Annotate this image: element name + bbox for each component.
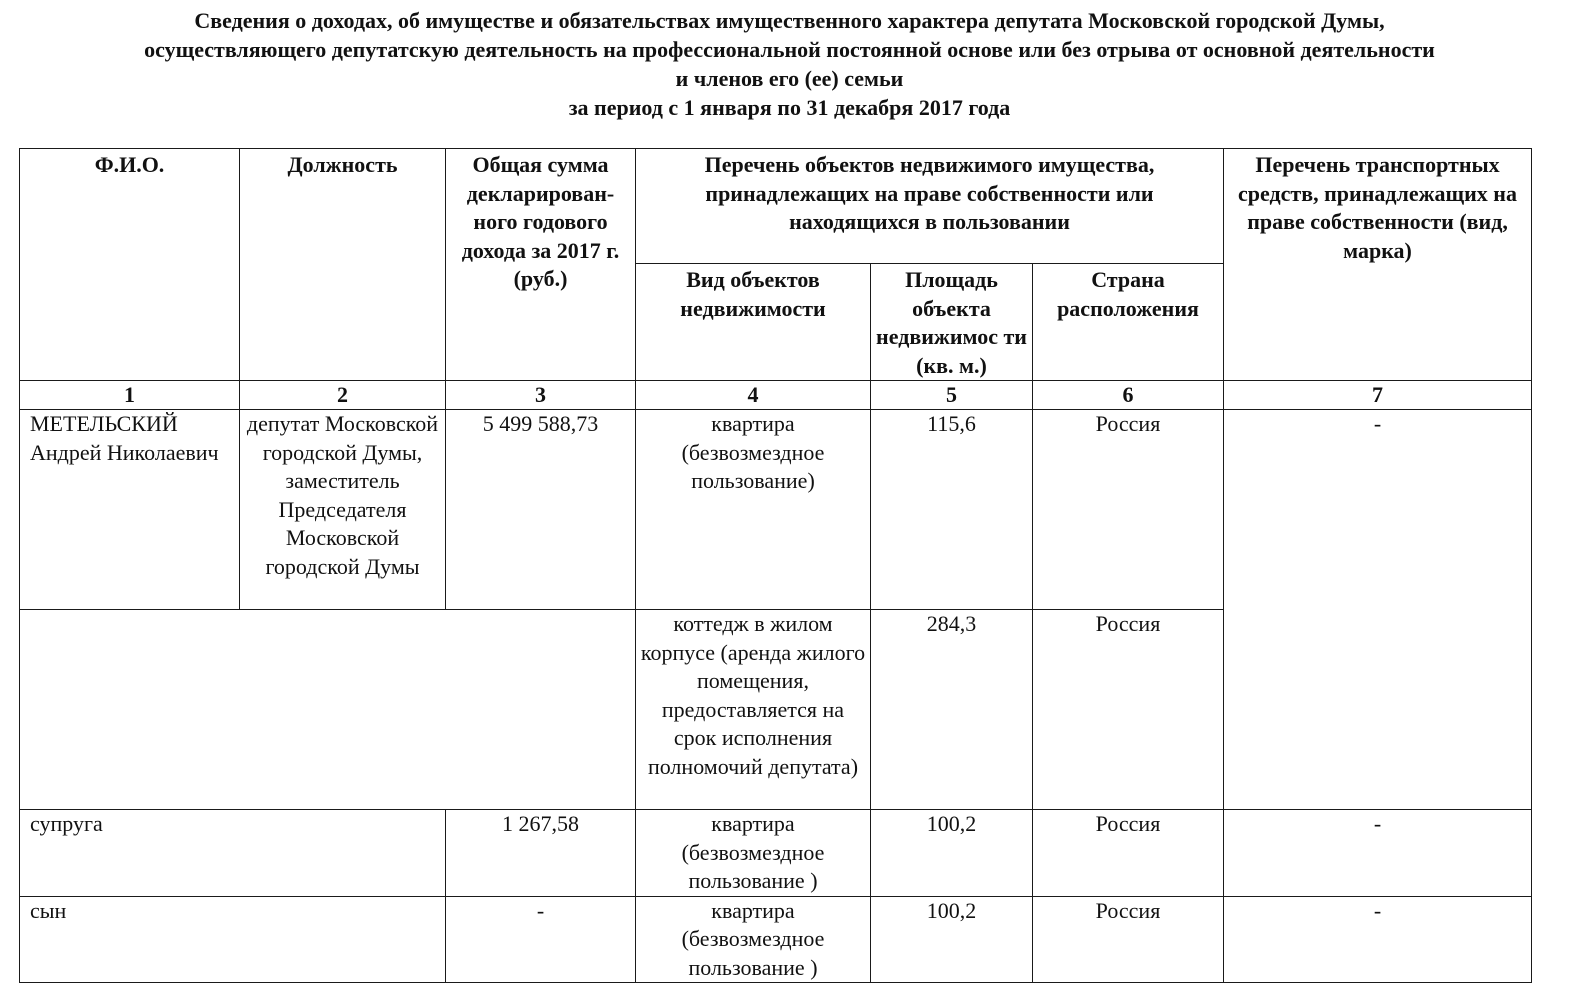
cell-realty-area: 115,6	[871, 410, 1033, 610]
cell-realty-type: квартира (безвозмездное пользование )	[636, 896, 871, 983]
header-income: Общая сумма декларирован-ного годового дохода за 2017 г. (руб.)	[446, 149, 636, 381]
column-number: 1	[20, 381, 240, 410]
column-number: 5	[871, 381, 1033, 410]
cell-realty-type: квартира (безвозмездное пользование )	[636, 810, 871, 897]
table-row	[20, 410, 1532, 610]
cell-empty	[20, 610, 636, 810]
table-row	[20, 810, 1532, 897]
header-position: Должность	[240, 149, 446, 381]
cell-fio: сын	[20, 896, 446, 983]
column-number: 3	[446, 381, 636, 410]
header-realty: Перечень объектов недвижимого имущества, принадлежащих на праве собственности или находящихся в пользовании	[636, 149, 1224, 264]
column-numbers-row	[20, 381, 1532, 410]
cell-realty-area: 100,2	[871, 896, 1033, 983]
cell-vehicles: -	[1224, 896, 1532, 983]
document-title	[0, 6, 1579, 122]
cell-income: 5 499 588,73	[446, 410, 636, 610]
cell-realty-type: квартира (безвозмездное пользование)	[636, 410, 871, 610]
cell-realty-country: Россия	[1033, 610, 1224, 810]
title-line-2: осуществляющего депутатскую деятельность на профессиональной постоянной основе или без отрыва от основной деятельности	[144, 37, 1435, 62]
header-vehicles: Перечень транспортных средств, принадлежащих на праве собственности (вид, марка)	[1224, 149, 1532, 381]
cell-income: -	[446, 896, 636, 983]
cell-fio: МЕТЕЛЬСКИЙ Андрей Николаевич	[20, 410, 240, 610]
cell-vehicles: -	[1224, 810, 1532, 897]
title-line-3: и членов его (ее) семьи	[675, 66, 904, 91]
declaration-table	[19, 148, 1532, 983]
header-fio: Ф.И.О.	[20, 149, 240, 381]
column-number: 6	[1033, 381, 1224, 410]
cell-realty-country: Россия	[1033, 896, 1224, 983]
column-number: 4	[636, 381, 871, 410]
cell-realty-area: 100,2	[871, 810, 1033, 897]
cell-fio: супруга	[20, 810, 446, 897]
header-realty-country: Страна расположения	[1033, 264, 1224, 381]
cell-position: депутат Московской городской Думы, заместитель Председателя Московской городской Думы	[240, 410, 446, 610]
cell-realty-country: Россия	[1033, 410, 1224, 610]
cell-realty-area: 284,3	[871, 610, 1033, 810]
cell-realty-type: коттедж в жилом корпусе (аренда жилого помещения, предоставляется на срок исполнения полномочий депутата)	[636, 610, 871, 810]
cell-vehicles: -	[1224, 410, 1532, 810]
title-line-4: за период с 1 января по 31 декабря 2017 года	[568, 95, 1011, 120]
cell-income: 1 267,58	[446, 810, 636, 897]
table-row	[20, 896, 1532, 983]
column-number: 7	[1224, 381, 1532, 410]
header-realty-area: Площадь объекта недвижимос ти (кв. м.)	[871, 264, 1033, 381]
column-number: 2	[240, 381, 446, 410]
header-realty-type: Вид объектов недвижимости	[636, 264, 871, 381]
title-line-1: Сведения о доходах, об имуществе и обязательствах имущественного характера депутата Московской городской Думы,	[194, 8, 1385, 33]
cell-realty-country: Россия	[1033, 810, 1224, 897]
